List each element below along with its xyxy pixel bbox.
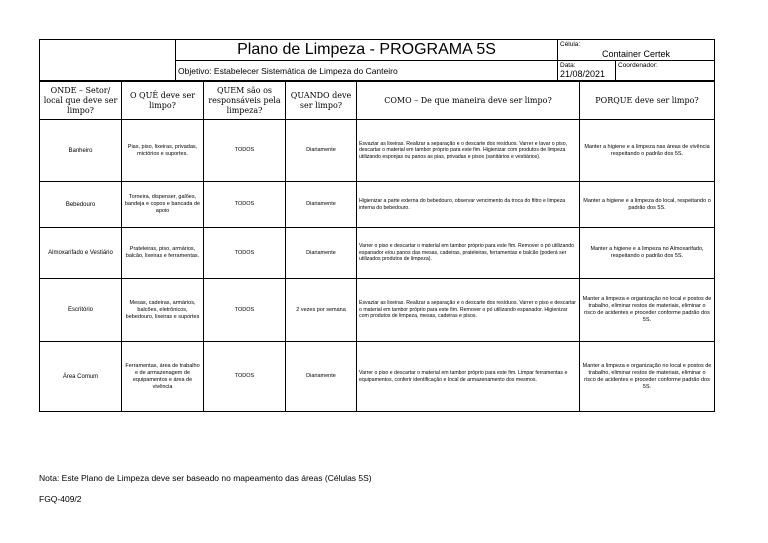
row-onde: Banheiro	[40, 120, 122, 182]
row-quem: TODOS	[204, 342, 286, 412]
header-table	[39, 39, 715, 81]
row-quando: Diariamente	[286, 228, 357, 279]
row-onde: Bebedouro	[40, 182, 122, 228]
row-oque: Ferramentas, área de trabalho e de armazenagem de equipamentos e área de vivência	[122, 342, 204, 412]
row-quando: 2 vezes por semana	[286, 279, 357, 342]
row-onde: Almoxarifado e Vestiário	[40, 228, 122, 279]
col-header-porque: PORQUE deve ser limpo?	[580, 82, 715, 120]
row-porque: Manter a higiene e a limpeza no Almoxarifado, respeitando o padrão dos 5S.	[580, 228, 715, 279]
row-porque: Manter a higiene e a limpeza do local, respeitando o padrão dos 5S.	[580, 182, 715, 228]
row-oque: Torneira, dispenser, galões, bandeja e copos e bancada de apoio	[122, 182, 204, 228]
row-quem: TODOS	[204, 228, 286, 279]
row-quando: Diariamente	[286, 182, 357, 228]
table-row	[40, 279, 715, 342]
col-header-oque: O QUÊ deve ser limpo?	[122, 82, 204, 120]
col-header-quando: QUANDO deve ser limpo?	[286, 82, 357, 120]
objective-text: Objetivo: Estabelecer Sistemática de Limpeza do Canteiro	[176, 61, 558, 81]
table-row	[40, 342, 715, 412]
row-porque: Manter a limpeza e organização no local e postos de trabalho, eliminar restos de materiais, eliminar o risco de acidentes e proceder conforme padrão dos 5S.	[580, 279, 715, 342]
row-oque: Pias, piso, lixeiras, privadas, mictórios e suportes.	[122, 120, 204, 182]
cleaning-plan-sheet	[39, 39, 714, 412]
row-onde: Área Comum	[40, 342, 122, 412]
header-blank-cell	[40, 40, 176, 81]
footer-note: Nota: Este Plano de Limpeza deve ser baseado no mapeamento das áreas (Células 5S)	[39, 473, 372, 483]
row-quem: TODOS	[204, 279, 286, 342]
row-onde: Escritório	[40, 279, 122, 342]
date-field	[558, 61, 616, 81]
page-title: Plano de Limpeza - PROGRAMA 5S	[176, 40, 558, 61]
col-header-quem: QUEM são os responsáveis pela limpeza?	[204, 82, 286, 120]
row-oque: Prateleiras, piso, armários, balcão, lixeiras e ferramentas.	[122, 228, 204, 279]
coordinator-label: Coordenador:	[618, 62, 658, 69]
table-row	[40, 120, 715, 182]
cell-value: Container Certek	[601, 49, 671, 59]
column-header-row	[40, 82, 715, 120]
col-header-como: COMO – De que maneira deve ser limpo?	[357, 82, 580, 120]
col-header-onde: ONDE – Setor/ local que deve ser limpo?	[40, 82, 122, 120]
date-value: 21/08/2021	[560, 69, 606, 79]
row-como: Esvaziar as lixeiras. Realizar a separação e o descarte dos resíduos. Varrer e lavar o piso, descartar o material em tambor próprio para este fim. Higienizar com produtos de limpeza utilizando esponjas ou panos as pias, privadas e pisos (sanitários e vestiários).	[357, 120, 580, 182]
row-como: Higienizar a parte externa do bebedouro, observar vencimento da troca do filtro e limpeza interna do bebedouro.	[357, 182, 580, 228]
date-label: Data:	[560, 62, 576, 69]
plan-table	[39, 81, 715, 412]
row-como: Varrer o piso e descartar o material em tambor próprio para este fim. Limpar ferramentas e equipamentos, conferir identificação e local de armazenamento dos mesmos.	[357, 342, 580, 412]
row-quem: TODOS	[204, 120, 286, 182]
table-row	[40, 182, 715, 228]
row-porque: Manter a higiene e a limpeza nas áreas de vivência respeitando o padrão dos 5S.	[580, 120, 715, 182]
row-quem: TODOS	[204, 182, 286, 228]
row-como: Varrer o piso e descartar o material em tambor próprio para este fim. Remover o pó utilizando espanador e/ou panos das mesas, cadeiras, prateleiras, ferramentas e balcão (poderá ser utilizados produtos de limpeza).	[357, 228, 580, 279]
row-quando: Diariamente	[286, 342, 357, 412]
table-row	[40, 228, 715, 279]
row-quando: Diariamente	[286, 120, 357, 182]
row-oque: Mesas, cadeiras, armários, balcões, eletrônicos, bebedouro, lixeiras e suportes	[122, 279, 204, 342]
form-code: FGQ-409/2	[39, 494, 82, 504]
row-porque: Manter a limpeza e organização no local e postos de trabalho, eliminar restos de materiais, eliminar o risco de acidentes e proceder conforme padrão dos 5S.	[580, 342, 715, 412]
coordinator-field	[616, 61, 715, 81]
cell-label: Célula:	[560, 41, 581, 48]
cell-field	[558, 40, 715, 61]
row-como: Esvaziar as lixeiras. Realizar a separação e o descarte dos resíduos. Varrer o piso e descartar o material em tambor próprio para este fim. Remover o pó utilizando espanador. Higienizar com produtos de limpeza, mesas, cadeiras e pisos.	[357, 279, 580, 342]
